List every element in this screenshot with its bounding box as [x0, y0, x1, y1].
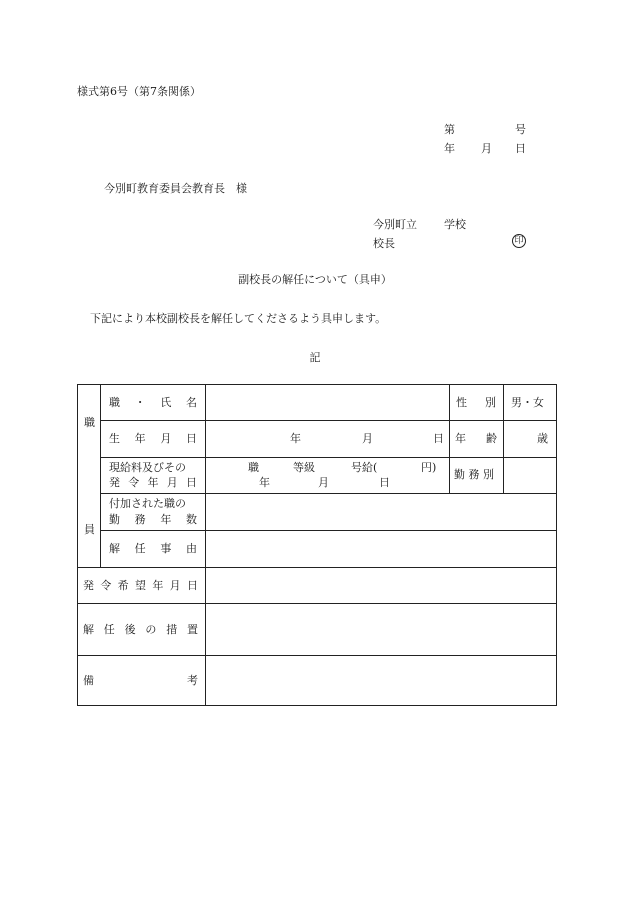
- char: 務: [134, 513, 146, 526]
- birth-month: 月: [362, 432, 373, 445]
- char: 由: [185, 542, 197, 555]
- issue-month: 月: [318, 476, 329, 489]
- char: 年: [147, 476, 159, 489]
- issue-day: 日: [379, 476, 390, 489]
- subject: 副校長の解任について（具申）: [238, 273, 392, 286]
- seal-stamp: 印: [512, 234, 526, 248]
- char: 令: [128, 476, 140, 489]
- grid-line: [449, 384, 450, 493]
- desired-date-label: [83, 580, 198, 591]
- char: 発: [83, 579, 94, 592]
- salary-grade: 等級: [293, 461, 315, 474]
- group-label-in: 員: [84, 523, 95, 536]
- issue-year: 年: [259, 476, 270, 489]
- char: 職: [109, 396, 120, 409]
- grid-line: [77, 567, 557, 568]
- school-prefix: 今別町立: [373, 218, 417, 231]
- char: 別: [485, 396, 496, 409]
- date-month: 月: [481, 142, 492, 155]
- school-suffix: 学校: [444, 218, 466, 231]
- grid-line: [100, 457, 557, 458]
- salary-step: 号給(: [351, 461, 378, 474]
- row-birthdate-label: [109, 433, 197, 444]
- post-dismissal-label: [83, 624, 198, 635]
- char: 年: [134, 432, 146, 445]
- char: 生: [109, 432, 120, 445]
- salary-label-line1: 現給料及びその: [109, 461, 186, 474]
- date-day: 日: [515, 142, 526, 155]
- body-text: 下記により本校副校長を解任してくださるよう具申します。: [90, 312, 387, 325]
- char: 任: [103, 623, 115, 636]
- addressee: 今別町教育委員会教育長 様: [104, 182, 247, 195]
- char: 発: [109, 476, 120, 489]
- char: 年: [160, 513, 172, 526]
- dismissal-reason-label: [109, 543, 197, 554]
- grid-line: [100, 530, 557, 531]
- sex-label: [456, 397, 496, 408]
- grid-line: [503, 384, 504, 493]
- char: 月: [169, 579, 181, 592]
- char: 後: [124, 623, 136, 636]
- row-name-label: [109, 397, 197, 408]
- char: 措: [166, 623, 178, 636]
- char: 氏: [160, 396, 172, 409]
- doc-no-dai: 第: [444, 123, 455, 136]
- group-label-shoku: 職: [84, 416, 95, 429]
- added-post-label-line1: 付加された職の: [109, 497, 186, 510]
- grid-line: [77, 603, 557, 604]
- char: 希: [117, 579, 129, 592]
- char: 日: [185, 432, 197, 445]
- remarks-label: [83, 675, 198, 686]
- char: 月: [160, 432, 172, 445]
- principal-title: 校長: [373, 237, 395, 250]
- birth-year: 年: [290, 432, 301, 445]
- grid-line: [205, 384, 206, 706]
- char: 任: [134, 542, 146, 555]
- sex-value: 男・女: [511, 396, 544, 409]
- char: 性: [456, 396, 467, 409]
- grid-line: [77, 655, 557, 656]
- birth-day: 日: [433, 432, 444, 445]
- form-number: 様式第6号（第7条関係）: [77, 85, 201, 98]
- date-year: 年: [444, 142, 455, 155]
- doc-no-go: 号: [515, 123, 526, 136]
- char: 事: [160, 542, 172, 555]
- char: 令: [100, 579, 112, 592]
- char: 置: [186, 623, 198, 636]
- char: 備: [83, 674, 94, 687]
- char: 解: [83, 623, 94, 636]
- salary-shoku: 職: [248, 461, 259, 474]
- char: 日: [186, 476, 197, 489]
- char: 考: [187, 674, 198, 687]
- char: 数: [185, 513, 197, 526]
- age-unit: 歳: [537, 432, 548, 445]
- grid-line: [100, 384, 101, 567]
- char: ・: [134, 396, 146, 409]
- ki-heading: 記: [309, 351, 321, 364]
- char: 解: [109, 542, 120, 555]
- char: 齢: [486, 432, 497, 445]
- char: 望: [134, 579, 146, 592]
- added-post-label-line2: [109, 514, 197, 525]
- char: 勤: [109, 513, 120, 526]
- char: 月: [166, 476, 178, 489]
- char: 名: [185, 396, 197, 409]
- age-label: [455, 433, 497, 444]
- grid-line: [100, 420, 557, 421]
- char: 日: [186, 579, 198, 592]
- char: 年: [152, 579, 164, 592]
- char: の: [145, 623, 157, 636]
- work-type-label: 勤 務 別: [454, 468, 494, 481]
- char: 年: [455, 432, 466, 445]
- salary-label-line2: [109, 477, 197, 488]
- salary-yen: 円): [421, 461, 437, 474]
- grid-line: [100, 493, 557, 494]
